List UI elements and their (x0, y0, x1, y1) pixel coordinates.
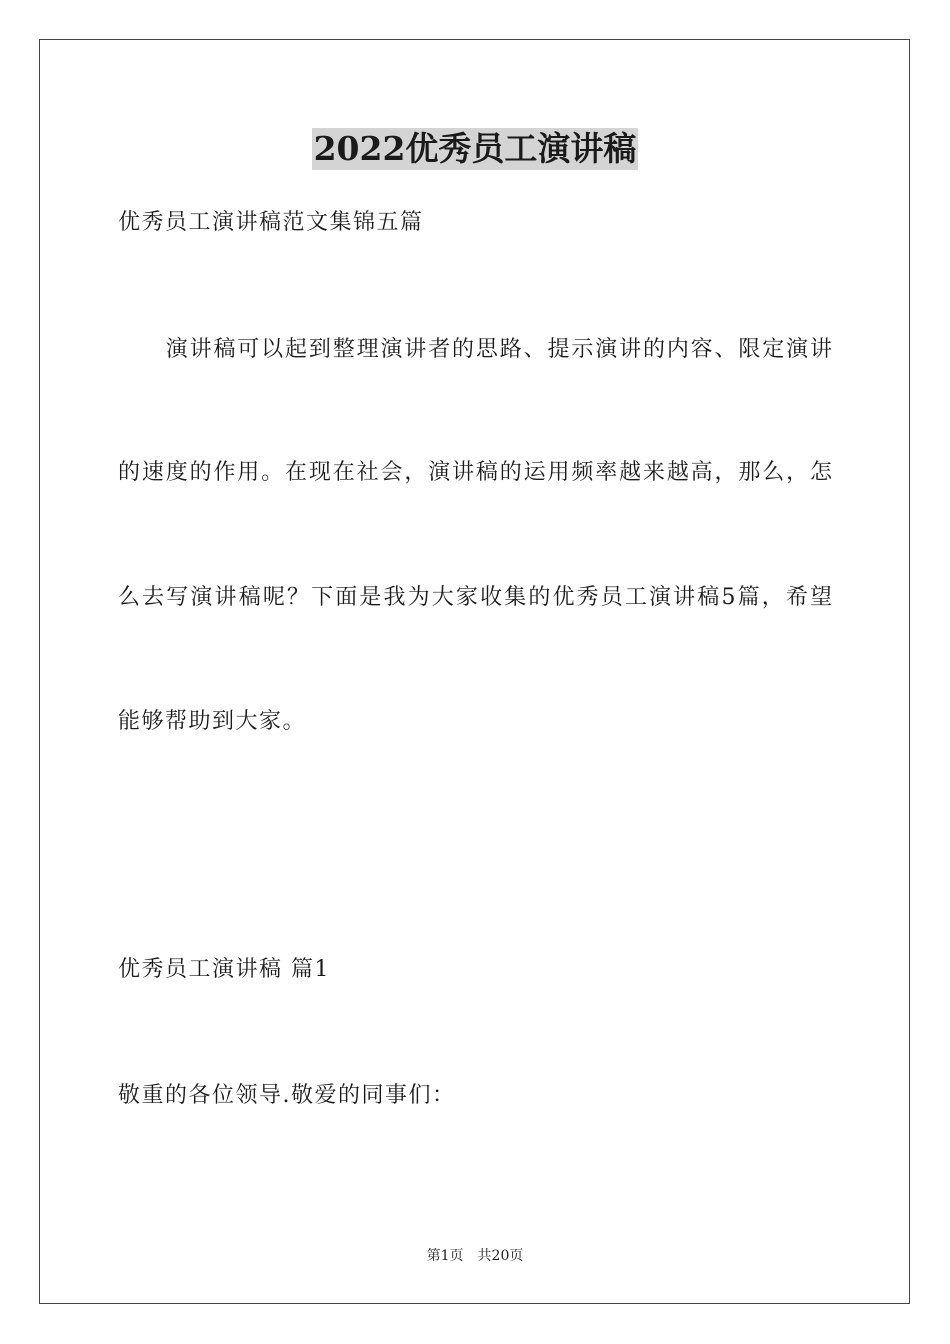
page-footer (0, 1246, 950, 1266)
page-number-current: 第1页 (426, 1248, 464, 1264)
document-subtitle: 优秀员工演讲稿范文集锦五篇 (118, 210, 424, 235)
title-container (0, 128, 950, 170)
document-title: 2022优秀员工演讲稿 (313, 129, 637, 168)
intro-line-1: 演讲稿可以起到整理演讲者的思路、提示演讲的内容、限定演讲 (118, 337, 832, 362)
intro-line-2: 的速度的作用。在现在社会，演讲稿的运用频率越来越高，那么，怎 (118, 460, 832, 485)
intro-line-4: 能够帮助到大家。 (118, 709, 307, 734)
intro-line-3: 么去写演讲稿呢？下面是我为大家收集的优秀员工演讲稿5篇，希望 (118, 585, 832, 610)
salutation: 敬重的各位领导.敬爱的同事们： (118, 1083, 456, 1108)
page-number-total: 共20页 (477, 1248, 524, 1264)
section-heading: 优秀员工演讲稿 篇1 (118, 957, 330, 982)
